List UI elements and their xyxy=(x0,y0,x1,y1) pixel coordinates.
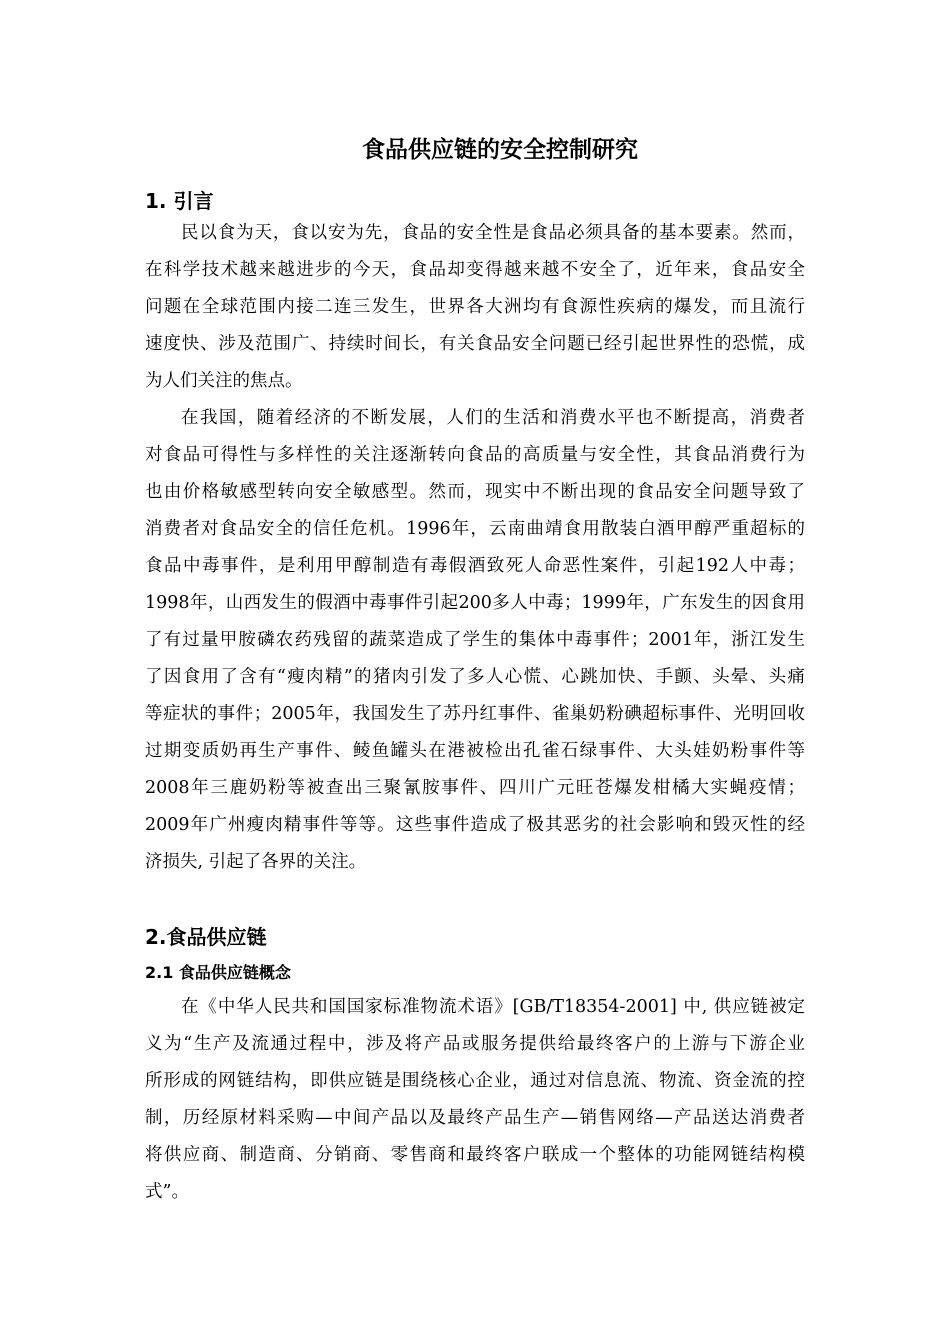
text-line: 对食品可得性与多样性的关注逐渐转向食品的高质量与安全性，其食品消费行为 xyxy=(145,445,805,465)
document-title: 食品供应链的安全控制研究 xyxy=(362,137,638,163)
text-line: 制，历经原材料采购—中间产品以及最终产品生产—销售网络—产品送达消费者 xyxy=(145,1108,805,1128)
paragraph-intro-1 xyxy=(145,215,805,400)
text-line: 也由价格敏感型转向安全敏感型。然而，现实中不断出现的食品安全问题导致了 xyxy=(145,482,805,502)
text-line: 式”。 xyxy=(145,1182,189,1202)
text-line: 2008年三鹿奶粉等被查出三聚氰胺事件、四川广元旺苍爆发柑橘大实蝇疫情； xyxy=(145,778,805,798)
text-line: 在我国，随着经济的不断发展，人们的生活和消费水平也不断提高，消费者 xyxy=(181,408,805,428)
text-line: 济损失, 引起了各界的关注。 xyxy=(145,852,367,872)
text-line: 在《中华人民共和国国家标准物流术语》[GB/T18354-2001] 中, 供应链被定 xyxy=(181,997,805,1017)
text-line: 问题在全球范围内接二连三发生，世界各大洲均有食源性疾病的爆发，而且流行 xyxy=(145,297,805,317)
text-line: 等症状的事件；2005年，我国发生了苏丹红事件、雀巢奶粉碘超标事件、光明回收 xyxy=(145,704,805,724)
section-heading-introduction: 1. 引言 xyxy=(145,189,214,213)
text-line: 将供应商、制造商、分销商、零售商和最终客户联成一个整体的功能网链结构模 xyxy=(145,1145,805,1165)
subsection-heading-concept: 2.1 食品供应链概念 xyxy=(145,963,291,982)
text-line: 1998年，山西发生的假酒中毒事件引起200多人中毒；1999年，广东发生的因食用 xyxy=(145,593,805,613)
text-line: 消费者对食品安全的信任危机。1996年，云南曲靖食用散装白酒甲醇严重超标的 xyxy=(145,519,805,539)
text-line: 在科学技术越来越进步的今天，食品却变得越来越不安全了，近年来，食品安全 xyxy=(145,260,805,280)
text-line: 民以食为天，食以安为先，食品的安全性是食品必须具备的基本要素。然而， xyxy=(181,223,805,243)
text-line: 义为“生产及流通过程中，涉及将产品或服务提供给最终客户的上游与下游企业 xyxy=(145,1034,805,1054)
text-line: 食品中毒事件，是利用甲醇制造有毒假酒致死人命恶性案件，引起192人中毒； xyxy=(145,556,805,576)
paragraph-intro-2 xyxy=(145,400,805,881)
text-line: 所形成的网链结构，即供应链是围绕核心企业，通过对信息流、物流、资金流的控 xyxy=(145,1071,805,1091)
text-line: 过期变质奶再生产事件、鲮鱼罐头在港被检出孔雀石绿事件、大头娃奶粉事件等 xyxy=(145,741,805,761)
text-line: 为人们关注的焦点。 xyxy=(145,371,303,391)
section-heading-food-supply-chain: 2.食品供应链 xyxy=(145,925,267,949)
text-line: 速度快、涉及范围广、持续时间长，有关食品安全问题已经引起世界性的恐慌，成 xyxy=(145,334,805,354)
text-line: 了有过量甲胺磷农药残留的蔬菜造成了学生的集体中毒事件；2001年，浙江发生 xyxy=(145,630,805,650)
paragraph-supply-chain-definition xyxy=(145,989,805,1211)
text-line: 了因食用了含有“瘦肉精”的猪肉引发了多人心慌、心跳加快、手颤、头晕、头痛 xyxy=(145,667,805,687)
text-line: 2009年广州瘦肉精事件等等。这些事件造成了极其恶劣的社会影响和毁灭性的经 xyxy=(145,815,805,835)
